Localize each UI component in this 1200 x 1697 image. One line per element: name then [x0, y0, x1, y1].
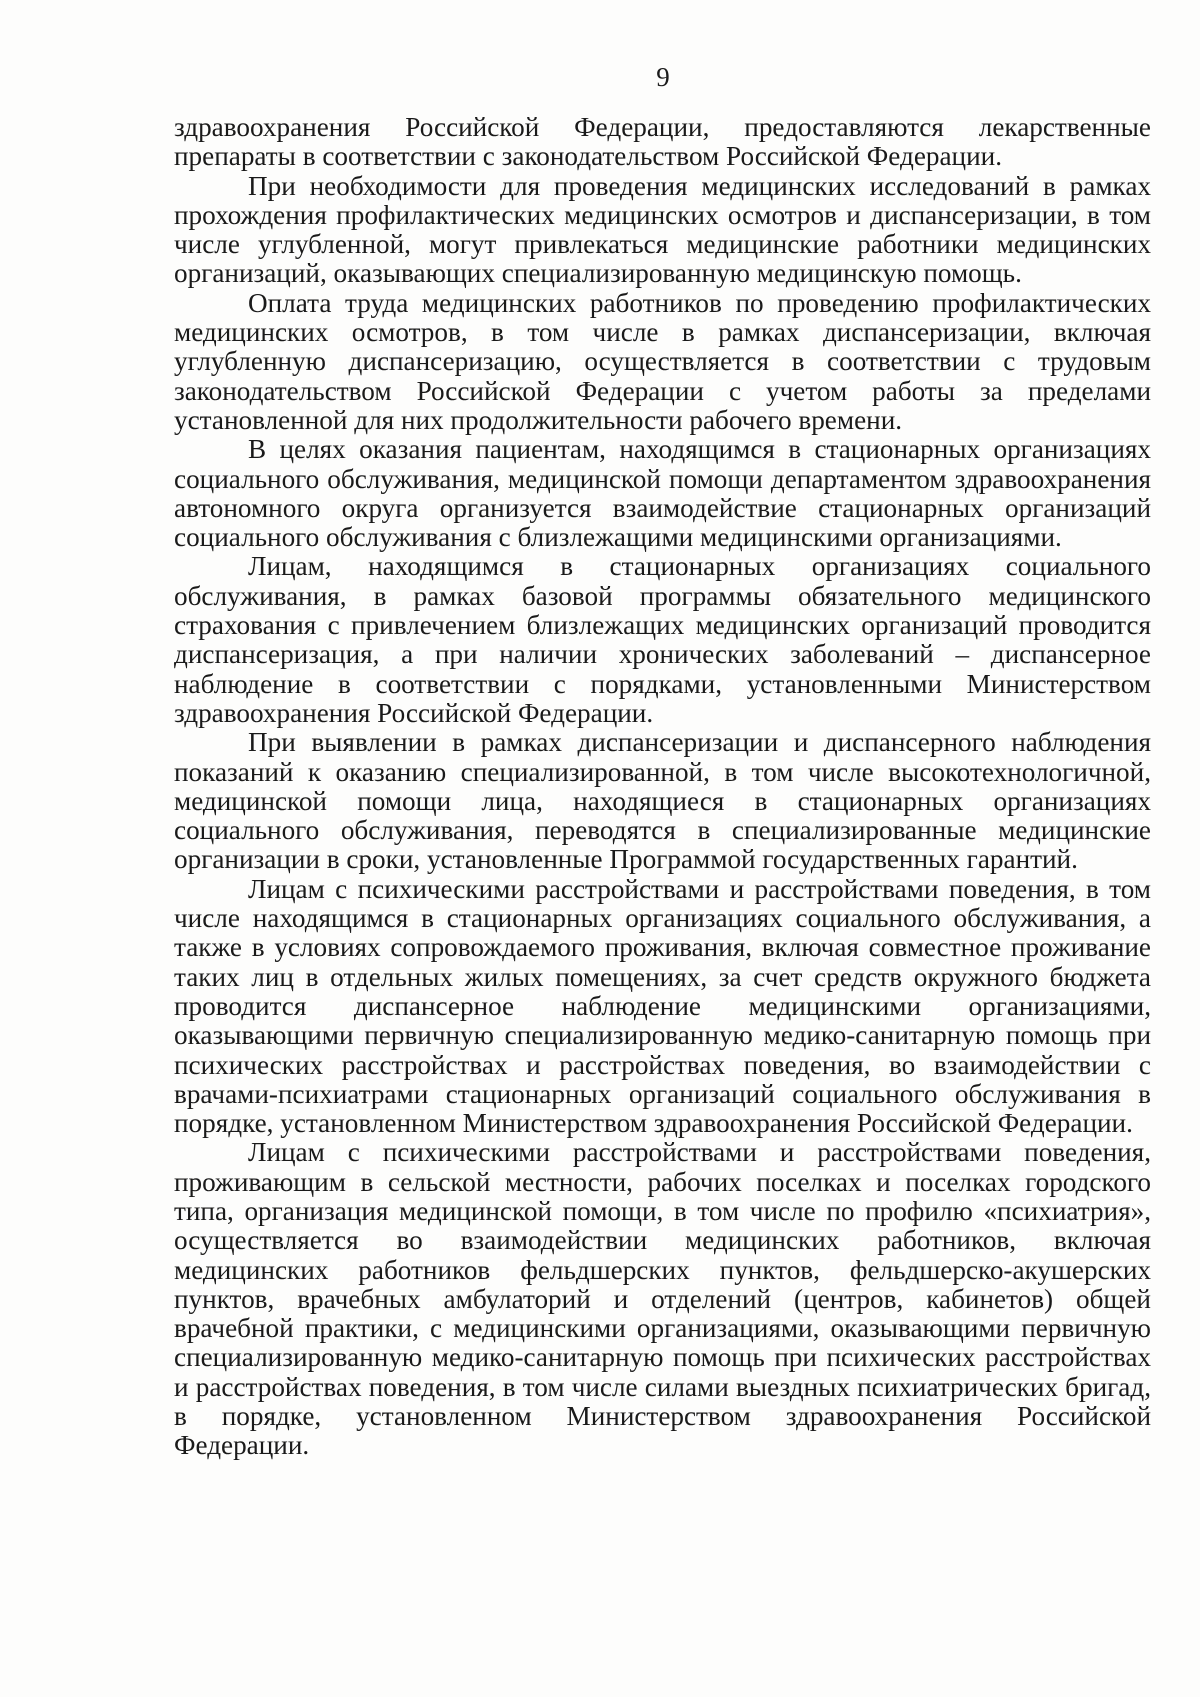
paragraph: здравоохранения Российской Федерации, предоставляются лекарственные препараты в соответствии с законодательством Российской Федерации.: [174, 112, 1151, 172]
paragraph: При выявлении в рамках диспансеризации и диспансерного наблюдения показаний к оказанию специализированной, в том числе высокотехнологичной, медицинской помощи лица, находящиеся в стационарных организациях социального обслуживания, переводятся в специализированные медицинские организации в сроки, установленные Программой государственных гарантий.: [174, 727, 1151, 875]
paragraph: В целях оказания пациентам, находящимся в стационарных организациях социального обслуживания, медицинской помощи департаментом здравоохранения автономного округа организуется взаимодействие стационарных организаций социального обслуживания с близлежащими медицинскими организациями.: [174, 434, 1151, 553]
paragraph: При необходимости для проведения медицинских исследований в рамках прохождения профилактических медицинских осмотров и диспансеризации, в том числе углубленной, могут привлекаться медицинские работники медицинских организаций, оказывающих специализированную медицинскую помощь.: [174, 170, 1151, 289]
page-number: 9: [656, 62, 670, 92]
document-body: [174, 113, 1151, 1461]
paragraph: Лицам, находящимся в стационарных организациях социального обслуживания, в рамках базовой программы обязательного медицинского страхования с привлечением близлежащих медицинских организаций проводится диспансеризация, а при наличии хронических заболеваний – диспансерное наблюдение в соответствии с порядками, установленными Министерством здравоохранения Российской Федерации.: [174, 551, 1151, 728]
paragraph: Лицам с психическими расстройствами и расстройствами поведения, в том числе находящимся в стационарных организациях социального обслуживания, а также в условиях сопровождаемого проживания, включая совместное проживание таких лиц в отдельных жилых помещениях, за счет средств окружного бюджета проводится диспансерное наблюдение медицинскими организациями, оказывающими первичную специализированную медико-санитарную помощь при психических расстройствах и расстройствах поведения, во взаимодействии с врачами-психиатрами стационарных организаций социального обслуживания в порядке, установленном Министерством здравоохранения Российской Федерации.: [174, 873, 1151, 1139]
paragraph: Лицам с психическими расстройствами и расстройствами поведения, проживающим в сельской местности, рабочих поселках и поселках городского типа, организация медицинской помощи, в том числе по профилю «психиатрия», осуществляется во взаимодействии медицинских работников, включая медицинских работников фельдшерских пунктов, фельдшерско-акушерских пунктов, врачебных амбулаторий и отделений (центров, кабинетов) общей врачебной практики, с медицинскими организациями, оказывающими первичную специализированную медико-санитарную помощь при психических расстройствах и расстройствах поведения, в том числе силами выездных психиатрических бригад, в порядке, установленном Министерством здравоохранения Российской Федерации.: [174, 1137, 1151, 1461]
paragraph: Оплата труда медицинских работников по проведению профилактических медицинских осмотров, в том числе в рамках диспансеризации, включая углубленную диспансеризацию, осуществляется в соответствии с трудовым законодательством Российской Федерации с учетом работы за пределами установленной для них продолжительности рабочего времени.: [174, 287, 1151, 435]
